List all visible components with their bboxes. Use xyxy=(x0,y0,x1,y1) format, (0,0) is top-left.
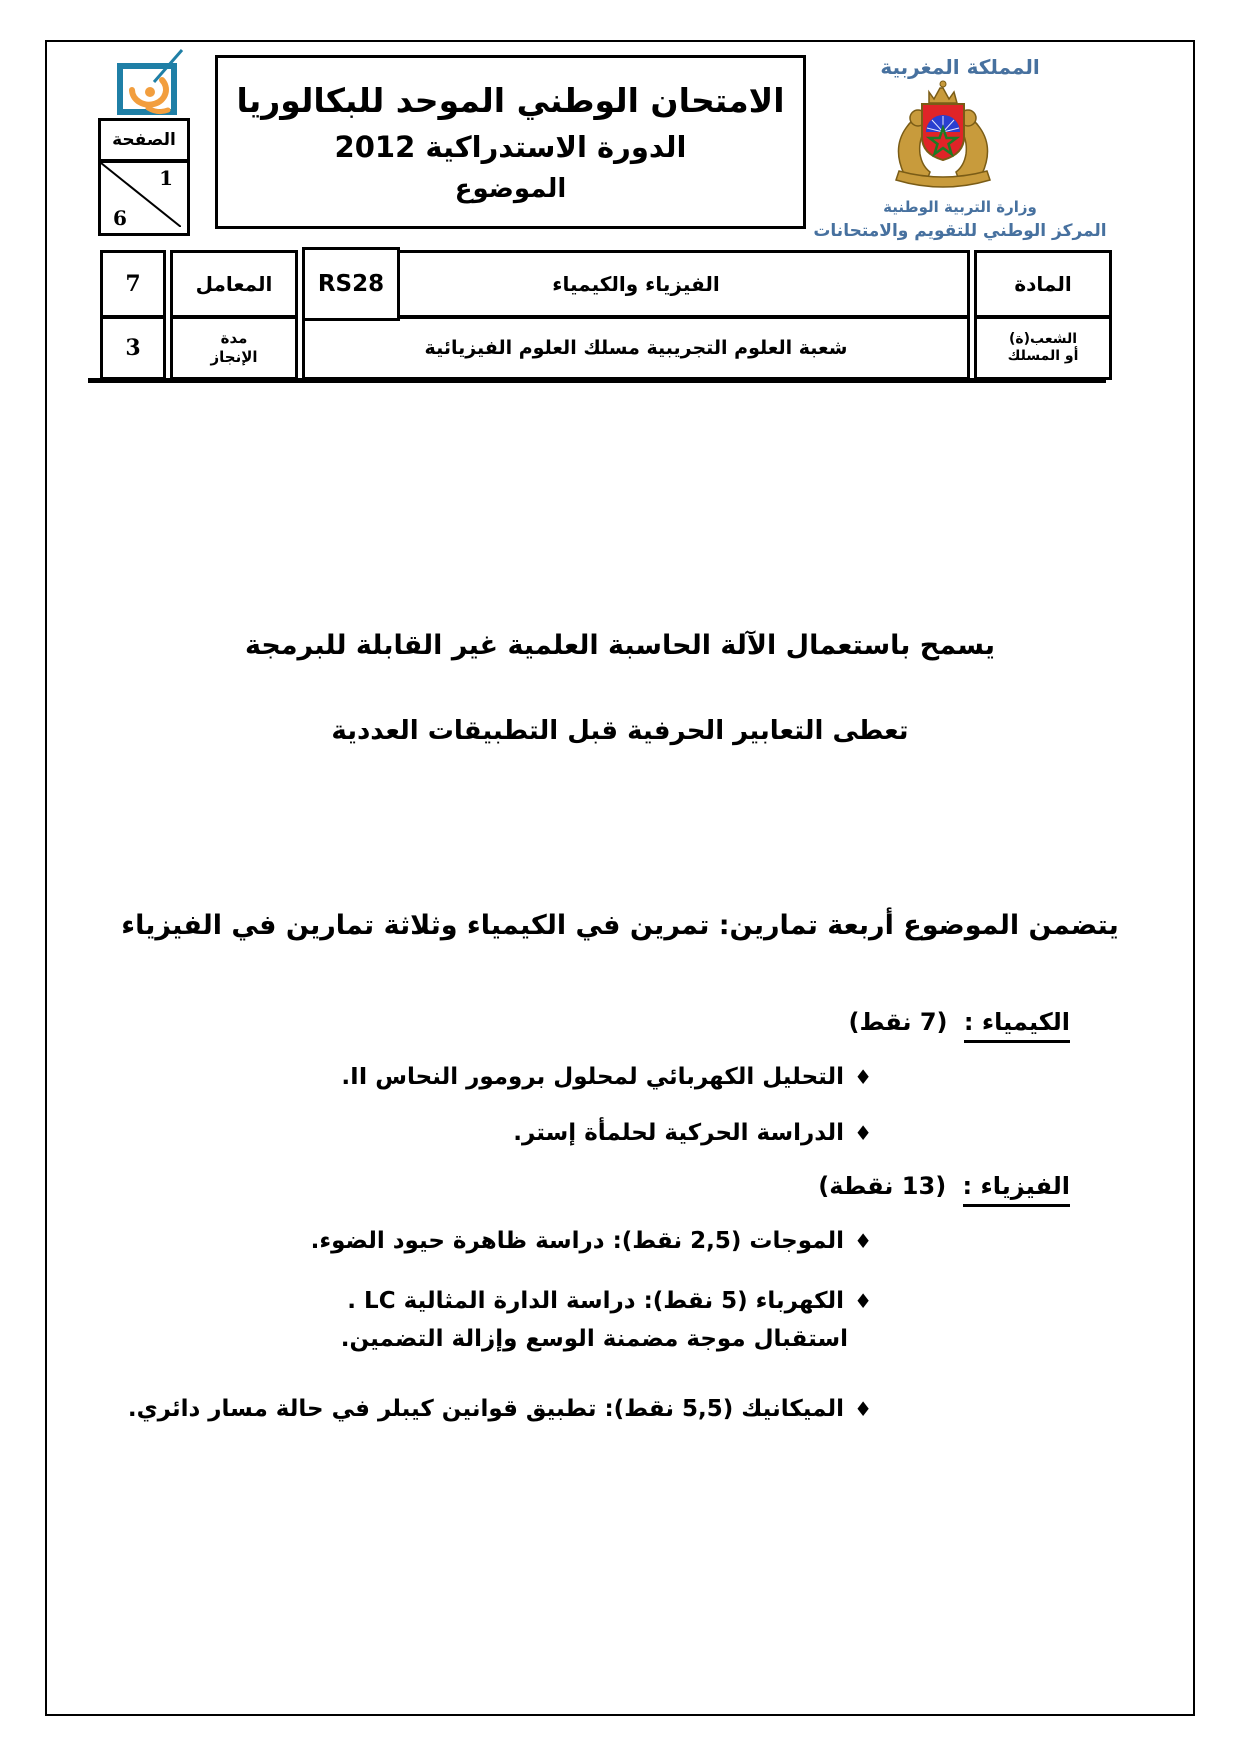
exam-title-box xyxy=(215,55,806,229)
physics-item-2 xyxy=(347,1288,872,1314)
physics-item-3-text: الميكانيك (5,5 نقط): تطبيق قوانين كيبلر في حالة مسار دائري. xyxy=(127,1396,845,1422)
branch-value-cell xyxy=(302,316,970,380)
chemistry-item-1 xyxy=(341,1064,872,1090)
chemistry-section-points: (7 نقط) xyxy=(848,1008,948,1036)
exam-subject-word: الموضوع xyxy=(454,173,567,204)
page-current: 1 xyxy=(159,166,173,190)
duration-label-line2: الإنجاز xyxy=(210,348,258,366)
subject-overview: يتضمن الموضوع أربعة تمارين: تمرين في الكيمياء وثلاثة تمارين في الفيزياء xyxy=(121,910,1119,941)
subject-label-cell xyxy=(974,250,1112,318)
branch-label-line1: الشعب(ة) xyxy=(1008,330,1078,347)
page-total: 6 xyxy=(113,206,127,230)
physics-item-2-continuation: استقبال موجة مضمنة الوسع وإزالة التضمين. xyxy=(340,1326,848,1352)
education-center-logo-icon xyxy=(108,48,192,122)
morocco-coat-of-arms-icon xyxy=(878,78,1008,196)
coefficient-value-cell xyxy=(100,250,166,318)
physics-item-1 xyxy=(311,1228,872,1254)
exam-session-line: الدورة الاستدراكية 2012 xyxy=(334,129,687,164)
physics-section-points: (13 نقطة) xyxy=(818,1172,947,1200)
page-word: الصفحة xyxy=(112,130,176,150)
coefficient-value: 7 xyxy=(125,271,141,297)
chemistry-item-2 xyxy=(513,1120,872,1146)
coefficient-label: المعامل xyxy=(195,272,273,296)
ministry-title: وزارة التربية الوطنية xyxy=(883,198,1037,216)
duration-label-cell xyxy=(170,316,298,380)
branch-value: شعبة العلوم التجريبية مسلك العلوم الفيزيائية xyxy=(424,337,848,359)
diamond-bullet-icon: ♦ xyxy=(854,1397,872,1421)
header-divider-rule xyxy=(88,378,1106,383)
coefficient-label-cell xyxy=(170,250,298,318)
chemistry-item-1-text: التحليل الكهربائي لمحلول برومور النحاس II. xyxy=(341,1064,845,1090)
diamond-bullet-icon: ♦ xyxy=(854,1121,872,1145)
diamond-bullet-icon: ♦ xyxy=(854,1289,872,1313)
exam-code-box xyxy=(302,247,400,321)
physics-section-title: الفيزياء : xyxy=(963,1172,1070,1207)
logo-graphic xyxy=(108,48,192,122)
exam-code: RS28 xyxy=(317,271,385,297)
physics-item-2-text: الكهرباء (5 نقط): دراسة الدارة المثالية LC . xyxy=(347,1288,845,1314)
page-word-box xyxy=(98,118,190,162)
kingdom-title: المملكة المغربية xyxy=(880,55,1040,79)
branch-label-cell xyxy=(974,316,1112,380)
duration-value-cell xyxy=(100,316,166,380)
exam-title-line1: الامتحان الوطني الموحد للبكالوريا xyxy=(236,80,785,120)
expressions-notice: تعطى التعابير الحرفية قبل التطبيقات العددية xyxy=(331,716,909,746)
subject-value: الفيزياء والكيمياء xyxy=(552,272,720,296)
physics-section-header xyxy=(818,1172,1070,1200)
subject-value-cell xyxy=(302,250,970,318)
chemistry-section-header xyxy=(849,1008,1070,1036)
page-number-box xyxy=(98,160,190,236)
calculator-notice: يسمح باستعمال الآلة الحاسبة العلمية غير القابلة للبرمجة xyxy=(245,630,995,661)
coat-of-arms-graphic xyxy=(878,78,1008,196)
duration-value: 3 xyxy=(125,335,141,361)
diamond-bullet-icon: ♦ xyxy=(854,1229,872,1253)
exam-center-title: المركز الوطني للتقويم والامتحانات xyxy=(813,221,1107,241)
branch-label-line2: أو المسلك xyxy=(1007,348,1079,364)
diamond-bullet-icon: ♦ xyxy=(854,1065,872,1089)
subject-label: المادة xyxy=(1014,272,1072,296)
chemistry-section-title: الكيمياء : xyxy=(964,1008,1070,1043)
duration-label-line1: مدة xyxy=(220,329,248,348)
physics-item-1-text: الموجات (2,5 نقط): دراسة ظاهرة حيود الضوء. xyxy=(310,1228,845,1254)
physics-item-3 xyxy=(128,1396,872,1422)
chemistry-item-2-text: الدراسة الحركية لحلمأة إستر. xyxy=(513,1120,845,1146)
